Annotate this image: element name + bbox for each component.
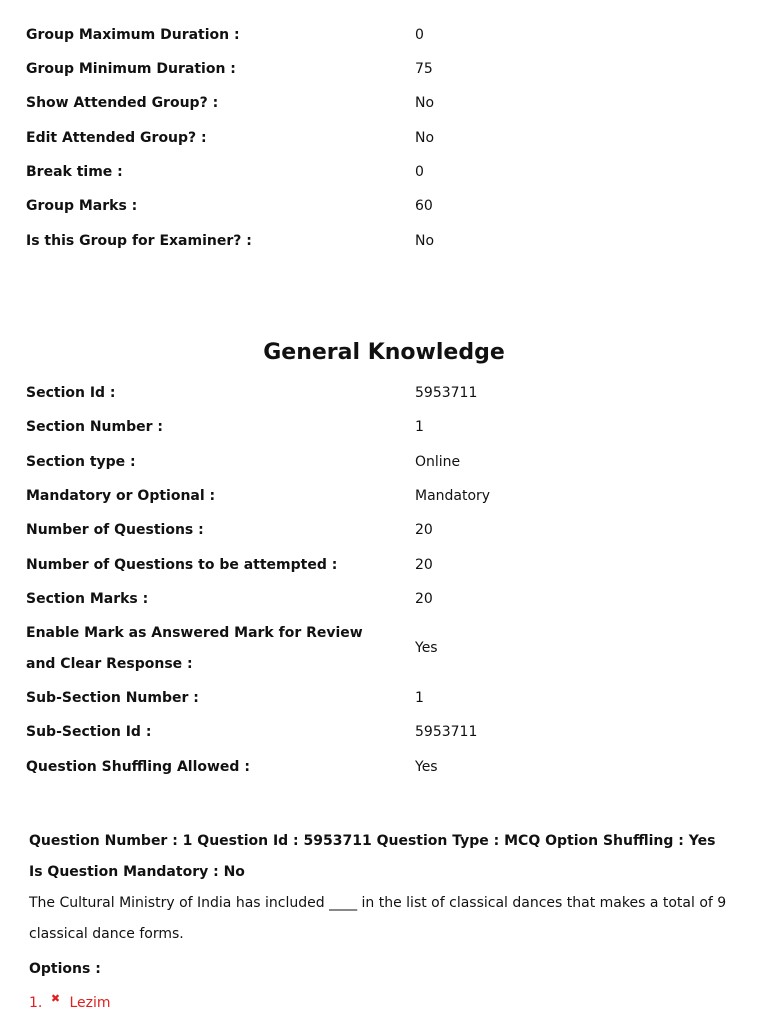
setting-label: Section Id : (26, 385, 116, 401)
cross-icon: ✖ (50, 992, 61, 1005)
setting-label: Show Attended Group? : (26, 95, 219, 111)
setting-value: 20 (415, 591, 433, 607)
setting-label: Enable Mark as Answered Mark for Review and Clear Response : (26, 625, 363, 672)
setting-value: 5953711 (415, 385, 478, 401)
setting-label: Edit Attended Group? : (26, 130, 207, 146)
setting-label: Number of Questions : (26, 522, 204, 538)
option-item (29, 988, 111, 1019)
setting-value: Yes (415, 640, 438, 656)
setting-value: Mandatory (415, 488, 491, 504)
setting-label: Sub-Section Id : (26, 724, 152, 740)
setting-label: Section type : (26, 454, 136, 470)
setting-label: Sub-Section Number : (26, 690, 199, 706)
setting-label: Group Maximum Duration : (26, 27, 240, 43)
option-text: Lezim (69, 995, 111, 1011)
setting-value: 1 (415, 419, 424, 435)
setting-value: 20 (415, 522, 433, 538)
section-title: General Knowledge (263, 340, 505, 365)
setting-value: 1 (415, 690, 424, 706)
setting-value: 0 (415, 164, 424, 180)
setting-value: No (415, 233, 435, 249)
setting-value: Yes (415, 759, 438, 775)
setting-label: Question Shuffling Allowed : (26, 759, 250, 775)
option-number: 1. (29, 995, 43, 1011)
setting-label: Section Marks : (26, 591, 149, 607)
question-text: The Cultural Ministry of India has included ____ in the list of classical dances that makes a total of 9 classical dance forms. (29, 895, 727, 942)
setting-label: Break time : (26, 164, 123, 180)
setting-value: No (415, 95, 435, 111)
setting-label: Section Number : (26, 419, 163, 435)
setting-label: Number of Questions to be attempted : (26, 557, 338, 573)
setting-label: Is this Group for Examiner? : (26, 233, 252, 249)
setting-value: 20 (415, 557, 433, 573)
options-label: Options : (29, 961, 101, 977)
setting-value: 5953711 (415, 724, 478, 740)
setting-label: Mandatory or Optional : (26, 488, 216, 504)
setting-label: Group Marks : (26, 198, 138, 214)
setting-value: 60 (415, 198, 433, 214)
setting-value: 75 (415, 61, 433, 77)
setting-value: No (415, 130, 435, 146)
setting-label: Group Minimum Duration : (26, 61, 236, 77)
setting-value: 0 (415, 27, 424, 43)
setting-value: Online (415, 454, 461, 470)
question-header: Question Number : 1 Question Id : 5953711 Question Type : MCQ Option Shuffling : Yes Is Question Mandatory : No (29, 833, 716, 880)
